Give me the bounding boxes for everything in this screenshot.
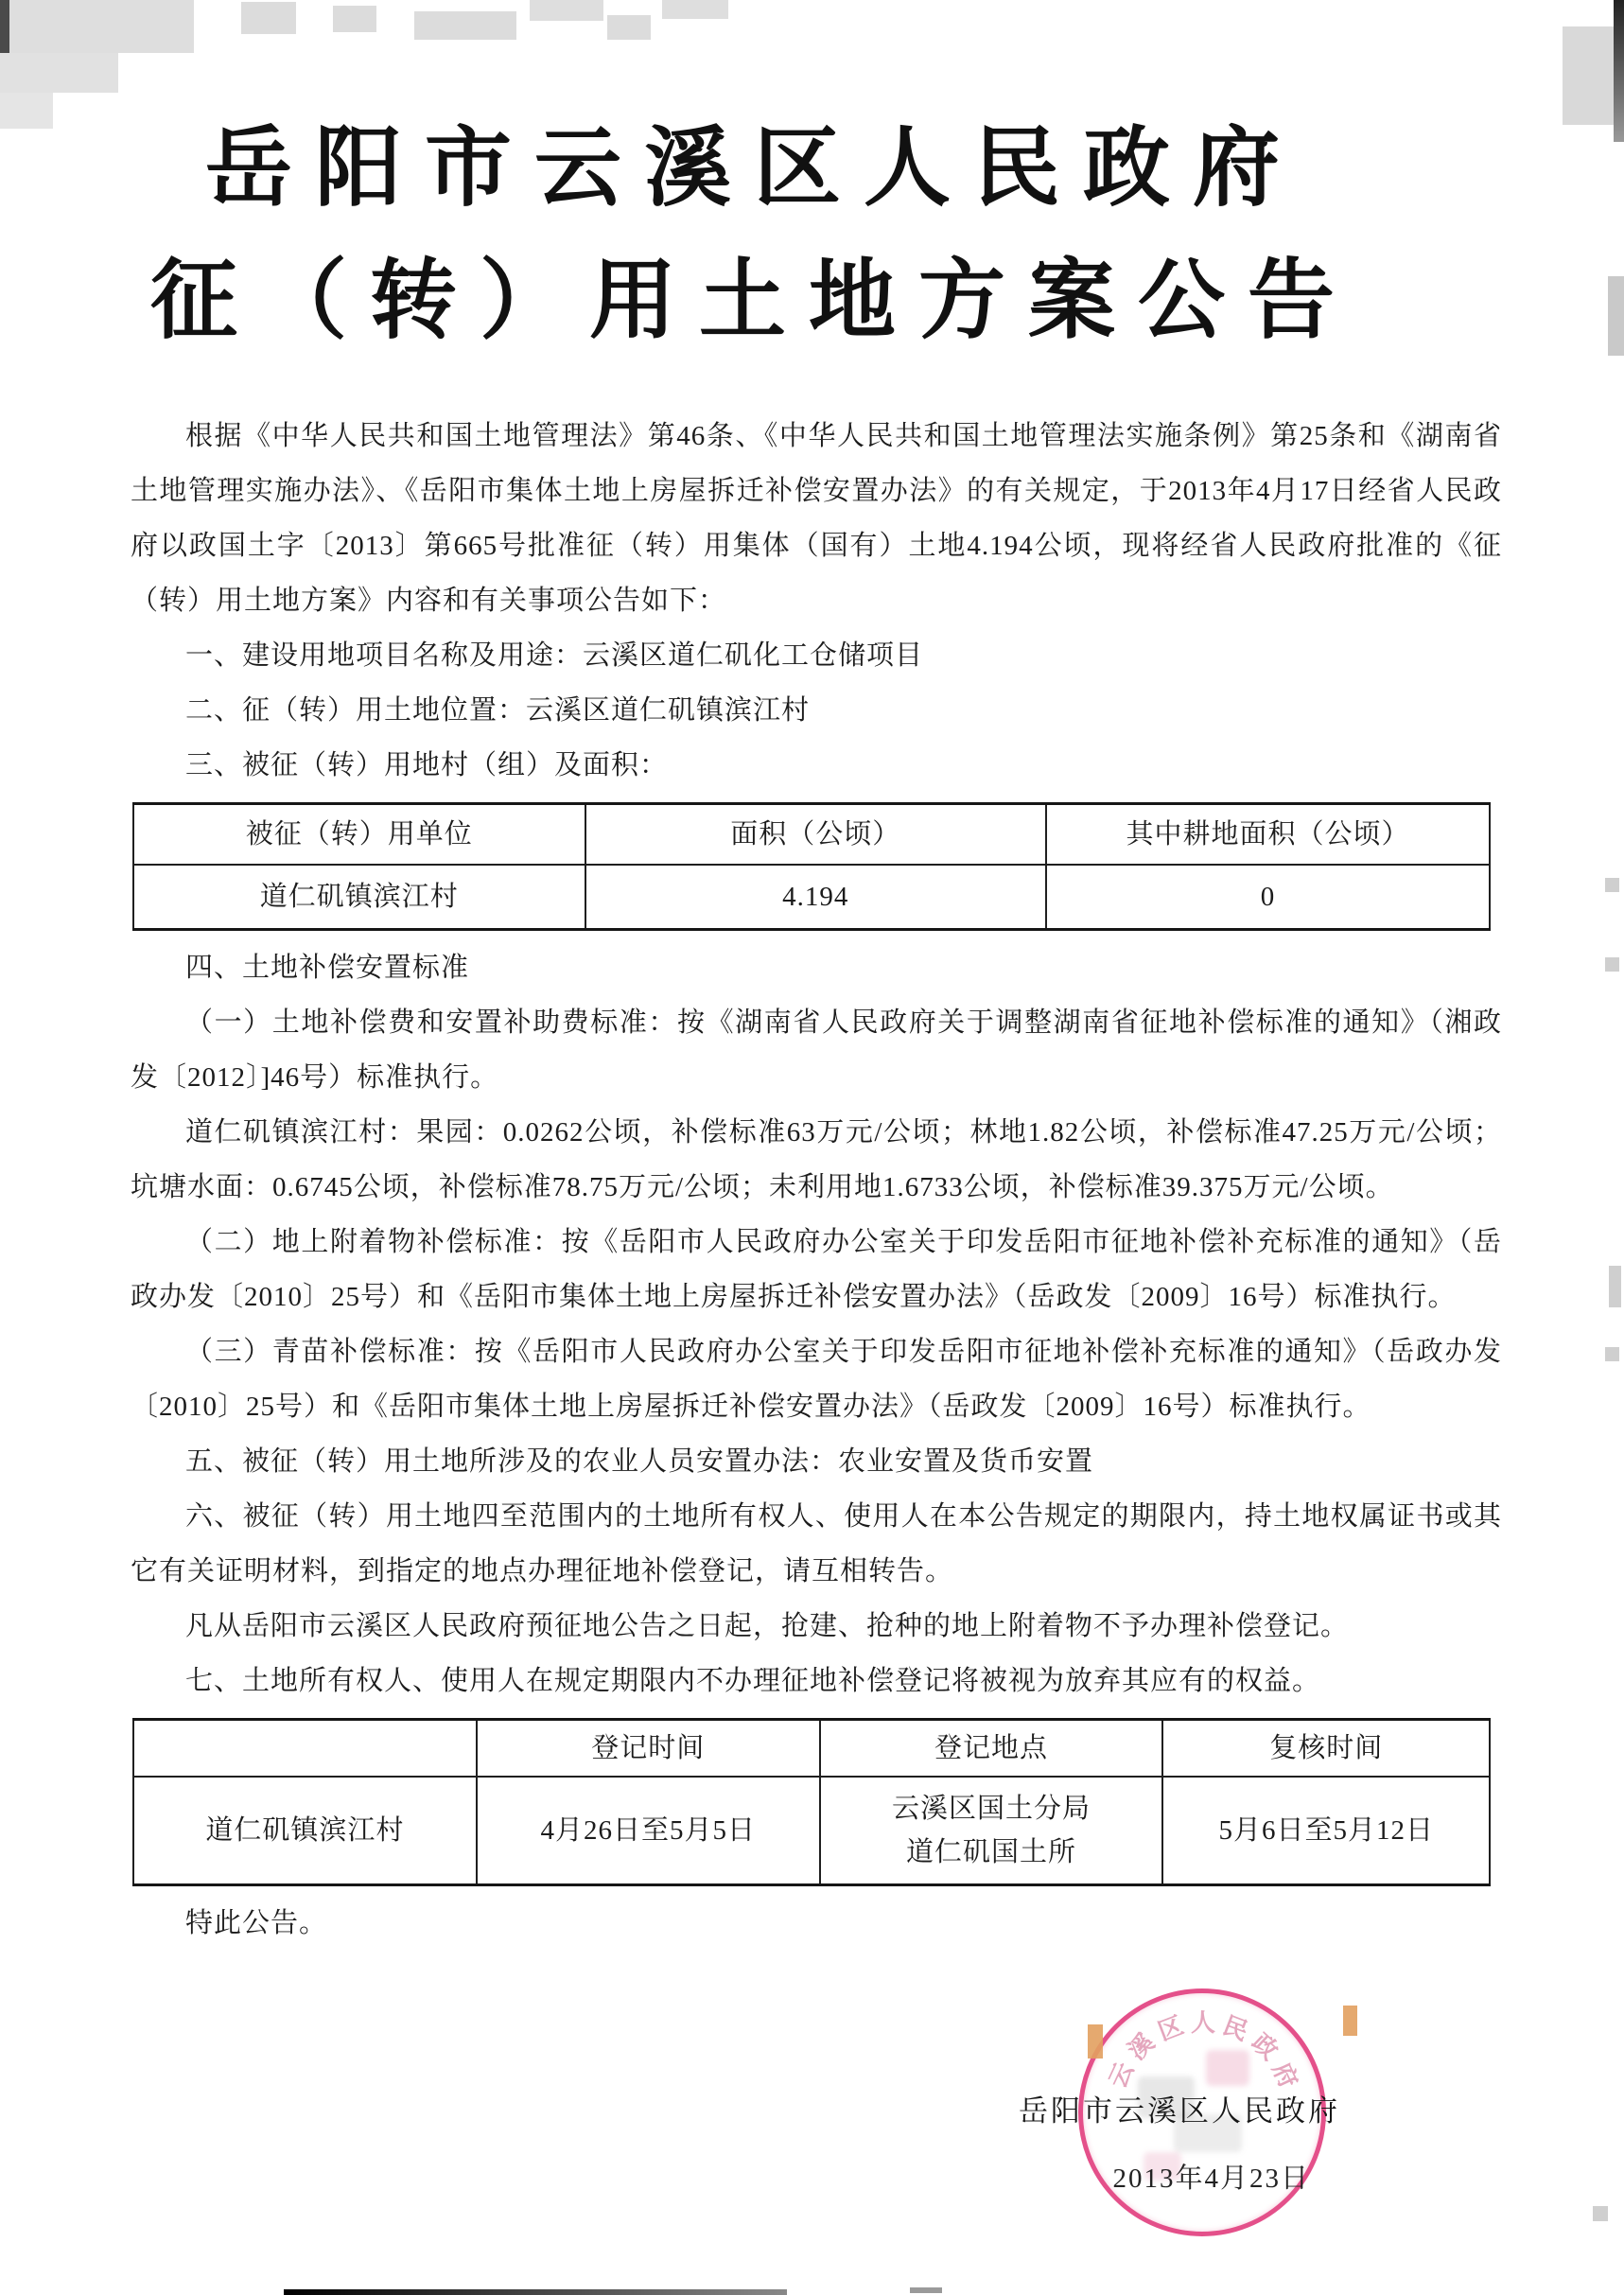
cell-reg-place bbox=[820, 1777, 1163, 1885]
scan-artifact bbox=[241, 2, 296, 34]
col-header-reg-time: 登记时间 bbox=[477, 1720, 820, 1778]
paragraph-item-1: 一、建设用地项目名称及用途：云溪区道仁矶化工仓储项目 bbox=[185, 640, 924, 671]
paragraph-item-5: 五、被征（转）用土地所涉及的农业人员安置办法：农业安置及货币安置 bbox=[185, 1446, 1094, 1477]
scan-artifact bbox=[1605, 878, 1619, 892]
scan-artifact bbox=[910, 2287, 942, 2293]
title-line-2: 征（转）用土地方案公告 bbox=[149, 253, 1357, 349]
paragraph-item-7: 七、土地所有权人、使用人在规定期限内不办理征地补偿登记将被视为放弃其应有的权益。 bbox=[185, 1666, 1321, 1696]
scan-artifact bbox=[1343, 2006, 1357, 2036]
col-header-review-time: 复核时间 bbox=[1162, 1720, 1490, 1778]
scan-artifact bbox=[9, 0, 194, 53]
table-header-row bbox=[133, 1720, 1490, 1778]
paragraph-item-2: 二、征（转）用土地位置：云溪区道仁矶镇滨江村 bbox=[185, 695, 811, 726]
scan-artifact bbox=[333, 6, 376, 32]
document-content bbox=[131, 0, 1502, 2217]
paragraph-item-3: 三、被征（转）用地村（组）及面积： bbox=[185, 750, 669, 780]
table-row bbox=[133, 1777, 1490, 1885]
scan-artifact bbox=[530, 0, 603, 21]
stamp-arc-char: 民 bbox=[1218, 2011, 1252, 2046]
scan-artifact bbox=[1088, 2024, 1103, 2058]
reg-place-line-2: 道仁矶国土所 bbox=[905, 1837, 1076, 1867]
paragraph-compensation-detail: 道仁矶镇滨江村：果园：0.0262公顷，补偿标准63万元/公顷；林地1.82公顷，补偿标准47.25万元/公顷；坑塘水面：0.6745公顷，补偿标准78.75万元/公顷；未利用地1.6733公顷，补偿标准39.375万元/公顷。 bbox=[131, 1117, 1502, 1202]
stamp-arc-char: 政 bbox=[1246, 2028, 1283, 2066]
reg-place-line-1: 云溪区国土分局 bbox=[891, 1794, 1091, 1824]
scan-artifact bbox=[1614, 0, 1624, 142]
table-row bbox=[133, 865, 1490, 930]
scan-artifact bbox=[284, 2289, 787, 2295]
paragraph-intro: 根据《中华人民共和国土地管理法》第46条、《中华人民共和国土地管理法实施条例》第25条和《湖南省土地管理实施办法》、《岳阳市集体土地上房屋拆迁补偿安置办法》的有关规定，于2013年4月17日经省人民政府以政国土字〔2013〕第665号批准征（转）用集体（国有）土地4.194公顷，现将经省人民政府批准的《征（转）用土地方案》内容和有关事项公告如下： bbox=[131, 421, 1502, 616]
document-title bbox=[68, 102, 1440, 367]
scan-artifact bbox=[414, 11, 516, 40]
scan-artifact bbox=[0, 93, 53, 129]
scan-artifact bbox=[1605, 1347, 1619, 1361]
stamp-arc-char: 府 bbox=[1266, 2058, 1303, 2093]
scan-artifact bbox=[1593, 2206, 1608, 2221]
closing-statement: 特此公告。 bbox=[185, 1908, 328, 1938]
stamp-arc-char: 云 bbox=[1103, 2058, 1140, 2093]
paragraph-item-4: 四、土地补偿安置标准 bbox=[185, 953, 470, 983]
title-line-1: 岳阳市云溪区人民政府 bbox=[204, 120, 1302, 217]
paragraph-item-4-2: （二）地上附着物补偿标准：按《岳阳市人民政府办公室关于印发岳阳市征地补偿补充标准的通知》（岳政办发〔2010〕25号）和《岳阳市集体土地上房屋拆迁补偿安置办法》（岳政发〔2009〕16号）标准执行。 bbox=[131, 1227, 1502, 1312]
signature-block bbox=[131, 2009, 1502, 2217]
cell-farmland-area: 0 bbox=[1046, 865, 1490, 930]
cell-reg-time: 4月26日至5月5日 bbox=[477, 1777, 820, 1885]
col-header-reg-place: 登记地点 bbox=[820, 1720, 1163, 1778]
cell-unit: 道仁矶镇滨江村 bbox=[133, 865, 585, 930]
scan-artifact bbox=[0, 0, 9, 59]
stamp-arc-char: 人 bbox=[1190, 2009, 1215, 2037]
paragraph-item-4-3: （三）青苗补偿标准：按《岳阳市人民政府办公室关于印发岳阳市征地补偿补充标准的通知》（岳政办发〔2010〕25号）和《岳阳市集体土地上房屋拆迁补偿安置办法》（岳政发〔2009〕16号）标准执行。 bbox=[131, 1337, 1502, 1422]
scan-artifact bbox=[1563, 26, 1617, 125]
scan-artifact bbox=[662, 0, 728, 19]
registration-schedule-table bbox=[132, 1718, 1491, 1886]
paragraph-item-4-1: （一）土地补偿费和安置补助费标准：按《湖南省人民政府关于调整湖南省征地补偿标准的通知》（湘政发〔2012〕]46号）标准执行。 bbox=[131, 1007, 1502, 1093]
stamp-arc-char: 区 bbox=[1154, 2011, 1188, 2046]
col-header-unit: 被征（转）用单位 bbox=[133, 804, 585, 866]
col-header-farmland-area: 其中耕地面积（公顷） bbox=[1046, 804, 1490, 866]
paragraph-item-6: 六、被征（转）用土地四至范围内的土地所有权人、使用人在本公告规定的期限内，持土地权属证书或其它有关证明材料，到指定的地点办理征地补偿登记，请互相转告。 bbox=[131, 1501, 1502, 1586]
issue-date: 2013年4月23日 bbox=[1112, 2164, 1310, 2194]
cell-area: 4.194 bbox=[585, 865, 1047, 930]
paragraph-item-6b: 凡从岳阳市云溪区人民政府预征地公告之日起，抢建、抢种的地上附着物不予办理补偿登记。 bbox=[185, 1611, 1350, 1641]
cell-review-time: 5月6日至5月12日 bbox=[1162, 1777, 1490, 1885]
stamp-arc-char: 溪 bbox=[1123, 2028, 1161, 2066]
scan-artifact bbox=[607, 15, 651, 40]
cell-unit: 道仁矶镇滨江村 bbox=[133, 1777, 477, 1885]
col-header-area: 面积（公顷） bbox=[585, 804, 1047, 866]
scan-artifact bbox=[1608, 276, 1624, 356]
stamp-smudge bbox=[1206, 2050, 1249, 2086]
table-header-row bbox=[133, 804, 1490, 866]
land-area-table bbox=[132, 802, 1491, 931]
scan-artifact bbox=[1605, 957, 1619, 972]
scan-artifact bbox=[1609, 1266, 1621, 1307]
document-body bbox=[131, 409, 1502, 1951]
issuing-authority: 岳阳市云溪区人民政府 bbox=[1019, 2094, 1340, 2128]
col-header-blank bbox=[133, 1720, 477, 1778]
scan-artifact bbox=[0, 53, 118, 93]
